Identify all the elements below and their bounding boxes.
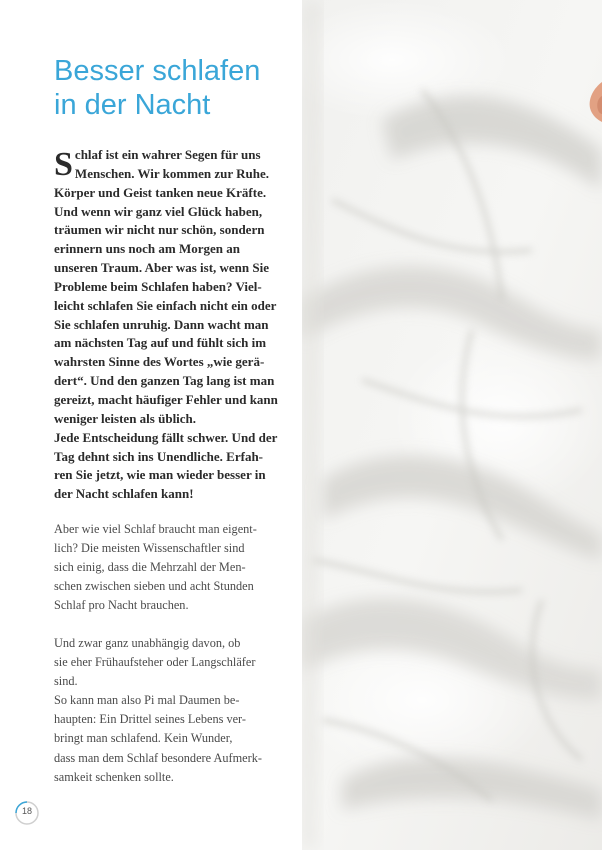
body-line: sind. xyxy=(54,674,78,689)
lead-line: gereizt, macht häufiger Fehler und kann xyxy=(54,391,278,407)
lead-line: chlaf ist ein wahrer Segen für uns xyxy=(74,147,261,162)
lead-line: wahrsten Sinne des Wortes „wie gerä- xyxy=(54,354,265,370)
body-paragraph-1 xyxy=(54,520,288,615)
lead-line: Sie schlafen unruhig. Dann wacht man xyxy=(54,316,269,332)
drop-cap: S xyxy=(54,146,73,183)
lead-line: Tag dehnt sich ins Unendliche. Erfah- xyxy=(54,448,264,464)
body-line: dass man dem Schlaf besondere Aufmerk- xyxy=(54,750,262,765)
lead-line: Menschen. Wir kommen zur Ruhe. xyxy=(74,165,269,181)
lead-line: erinnern uns noch am Morgen an xyxy=(54,241,240,257)
lead-line: am nächsten Tag auf und fühlt sich im xyxy=(54,335,267,351)
body-line: sich einig, dass die Mehrzahl der Men- xyxy=(54,560,246,575)
body-line: Aber wie viel Schlaf braucht man eigent- xyxy=(54,522,257,536)
page-number-text: 18 xyxy=(21,806,32,816)
lead-line: unseren Traum. Aber was ist, wenn Sie xyxy=(54,260,270,276)
body-line: Und zwar ganz unabhängig davon, ob xyxy=(54,636,241,650)
body-line: sie eher Frühaufsteher oder Langschläfer xyxy=(54,655,256,670)
article-title xyxy=(54,54,294,122)
body-paragraph-2 xyxy=(54,634,288,787)
body-line: So kann man also Pi mal Daumen be- xyxy=(54,693,240,708)
lead-line: ren Sie jetzt, wie man wieder besser in xyxy=(54,467,266,483)
body-line: haupten: Ein Drittel seines Lebens ver- xyxy=(54,712,247,727)
title-line: Besser schlafen xyxy=(54,55,261,87)
title-line: in der Nacht xyxy=(54,89,211,121)
lead-line: Körper und Geist tanken neue Kräfte. xyxy=(54,184,267,200)
lead-line: Probleme beim Schlafen haben? Viel- xyxy=(54,278,262,294)
bed-sheets-photo xyxy=(302,0,602,850)
body-line: bringt man schlafend. Kein Wunder, xyxy=(54,731,233,746)
lead-line: Und wenn wir ganz viel Glück haben, xyxy=(54,203,263,219)
lead-line: der Nacht schlafen kann! xyxy=(54,486,194,502)
body-line: lich? Die meisten Wissenschaftler sind xyxy=(54,541,245,556)
page-number xyxy=(14,800,40,826)
lead-paragraph xyxy=(54,146,288,504)
lead-line: dert“. Und den ganzen Tag lang ist man xyxy=(54,373,275,389)
lead-line: Jede Entscheidung fällt schwer. Und der xyxy=(54,429,278,445)
lead-line: weniger leisten als üblich. xyxy=(54,410,197,426)
lead-line: leicht schlafen Sie einfach nicht ein oder xyxy=(54,297,277,313)
body-line: Schlaf pro Nacht brauchen. xyxy=(54,598,189,613)
body-line: samkeit schenken sollte. xyxy=(54,769,174,784)
lead-line: träumen wir nicht nur schön, sondern xyxy=(54,222,265,238)
body-line: schen zwischen sieben und acht Stunden xyxy=(54,579,254,594)
